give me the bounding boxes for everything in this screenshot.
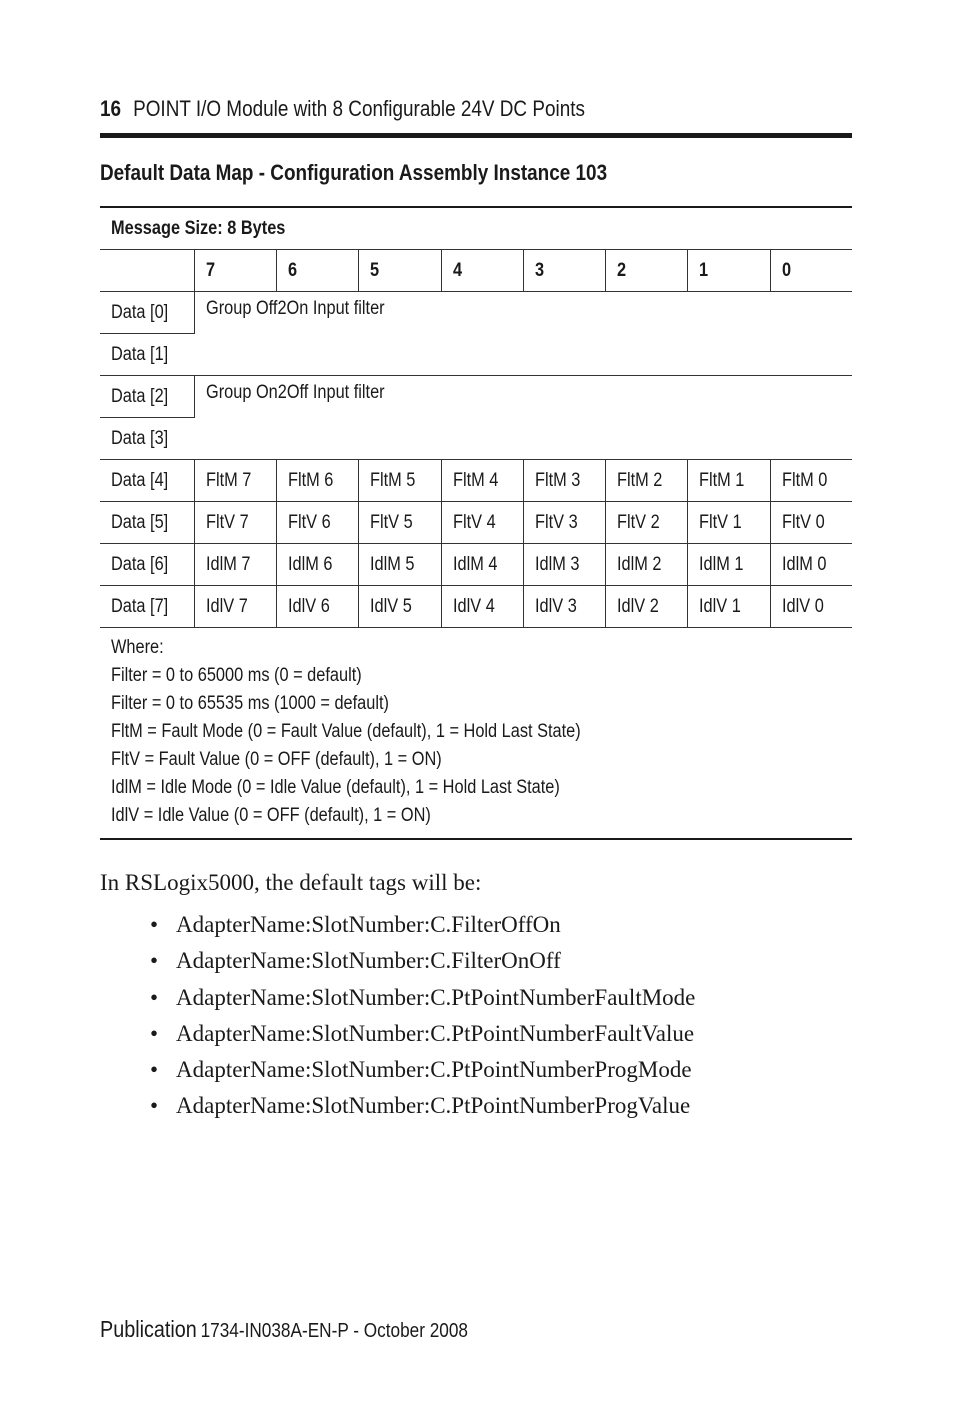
bit-cell: IdlM 2 [605,544,687,586]
bit-cell: IdlV 0 [770,586,852,628]
legend-line: Filter = 0 to 65000 ms (0 = default) [111,665,362,686]
data-map-table-container [100,206,852,840]
list-item: • AdapterName:SlotNumber:C.PtPointNumberFaultMode [150,981,695,1017]
row-label: Data [5] [100,502,194,544]
bit-cell: FltM 0 [770,460,852,502]
list-item: • AdapterName:SlotNumber:C.FilterOffOn [150,908,695,944]
bit-cell: FltM 3 [523,460,605,502]
list-item: • AdapterName:SlotNumber:C.PtPointNumberProgValue [150,1089,695,1125]
row-label: Data [3] [100,418,194,460]
group-filter-cell: Group Off2On Input filter [194,292,852,376]
bit-cell: FltM 7 [194,460,276,502]
bit-header-cell: 7 [194,250,276,292]
bit-cell: FltV 1 [687,502,770,544]
bit-cell: FltM 6 [276,460,358,502]
group-filter-cell: Group On2Off Input filter [194,376,852,460]
document-title: POINT I/O Module with 8 Configurable 24V DC Points [133,96,585,121]
bit-cell: IdlV 1 [687,586,770,628]
legend-line: FltV = Fault Value (0 = OFF (default), 1 = ON) [111,749,442,770]
row-label: Data [6] [100,544,194,586]
bit-cell: IdlV 4 [441,586,523,628]
bullet-icon: • [150,912,159,937]
header-rule [100,133,852,138]
row-label: Data [7] [100,586,194,628]
legend-line: FltM = Fault Mode (0 = Fault Value (default), 1 = Hold Last State) [111,721,581,742]
bit-cell: FltM 2 [605,460,687,502]
bit-header-row [100,250,852,292]
data-map-table [100,206,852,840]
bit-cell: IdlM 4 [441,544,523,586]
table-row [100,292,852,334]
bit-cell: FltV 3 [523,502,605,544]
bit-cell: IdlV 3 [523,586,605,628]
bit-cell: IdlM 0 [770,544,852,586]
bit-header-cell: 0 [770,250,852,292]
bit-header-cell [100,250,194,292]
message-size-label: Message Size: 8 Bytes [111,217,286,239]
list-item: • AdapterName:SlotNumber:C.PtPointNumberFaultValue [150,1017,695,1053]
legend-line: Where: [111,637,164,658]
bit-cell: IdlM 1 [687,544,770,586]
bullet-icon: • [150,984,159,1010]
bit-cell: IdlM 6 [276,544,358,586]
bit-cell: FltV 7 [194,502,276,544]
bit-cell: FltV 5 [358,502,441,544]
table-row [100,586,852,628]
bit-cell: IdlV 5 [358,586,441,628]
bit-cell: IdlV 6 [276,586,358,628]
bit-cell: FltV 2 [605,502,687,544]
table-row [100,544,852,586]
page-number: 16 [100,96,122,121]
bit-cell: FltV 0 [770,502,852,544]
bit-header-cell: 2 [605,250,687,292]
message-size-row [100,207,852,250]
legend-line: Filter = 0 to 65535 ms (1000 = default) [111,693,389,714]
table-row [100,502,852,544]
default-tags-list [150,908,695,1126]
bit-cell: FltM 5 [358,460,441,502]
bullet-icon: • [150,1020,159,1046]
bullet-icon: • [150,1057,159,1083]
list-item: • AdapterName:SlotNumber:C.FilterOnOff [150,944,695,980]
publication-number: 1734-IN038A-EN-P - October 2008 [200,1320,468,1342]
table-row [100,376,852,418]
where-row [100,628,852,840]
bit-header-cell: 5 [358,250,441,292]
row-label: Data [2] [100,376,194,418]
bit-cell: FltM 1 [687,460,770,502]
bit-header-cell: 6 [276,250,358,292]
bit-cell: IdlM 7 [194,544,276,586]
bit-cell: IdlV 7 [194,586,276,628]
page-header [100,94,747,124]
bullet-icon: • [150,948,159,974]
bit-cell: IdlM 5 [358,544,441,586]
row-label: Data [0] [100,292,194,334]
legend-line: IdlV = Idle Value (0 = OFF (default), 1 = ON) [111,805,431,826]
bit-cell: FltV 4 [441,502,523,544]
intro-paragraph: In RSLogix5000, the default tags will be: [100,870,482,895]
section-title: Default Data Map - Configuration Assembly Instance 103 [100,160,608,185]
legend-line: IdlM = Idle Mode (0 = Idle Value (default), 1 = Hold Last State) [111,777,560,798]
bit-cell: FltM 4 [441,460,523,502]
bit-cell: IdlM 3 [523,544,605,586]
publication-label: Publication [100,1316,197,1342]
bit-header-cell: 4 [441,250,523,292]
row-label: Data [1] [100,334,194,376]
list-item: • AdapterName:SlotNumber:C.PtPointNumberProgMode [150,1053,695,1089]
bit-cell: IdlV 2 [605,586,687,628]
bit-cell: FltV 6 [276,502,358,544]
where-legend [100,628,852,840]
page-footer [100,1316,468,1343]
table-row [100,460,852,502]
bit-header-cell: 3 [523,250,605,292]
row-label: Data [4] [100,460,194,502]
bullet-icon: • [150,1093,159,1119]
bit-header-cell: 1 [687,250,770,292]
